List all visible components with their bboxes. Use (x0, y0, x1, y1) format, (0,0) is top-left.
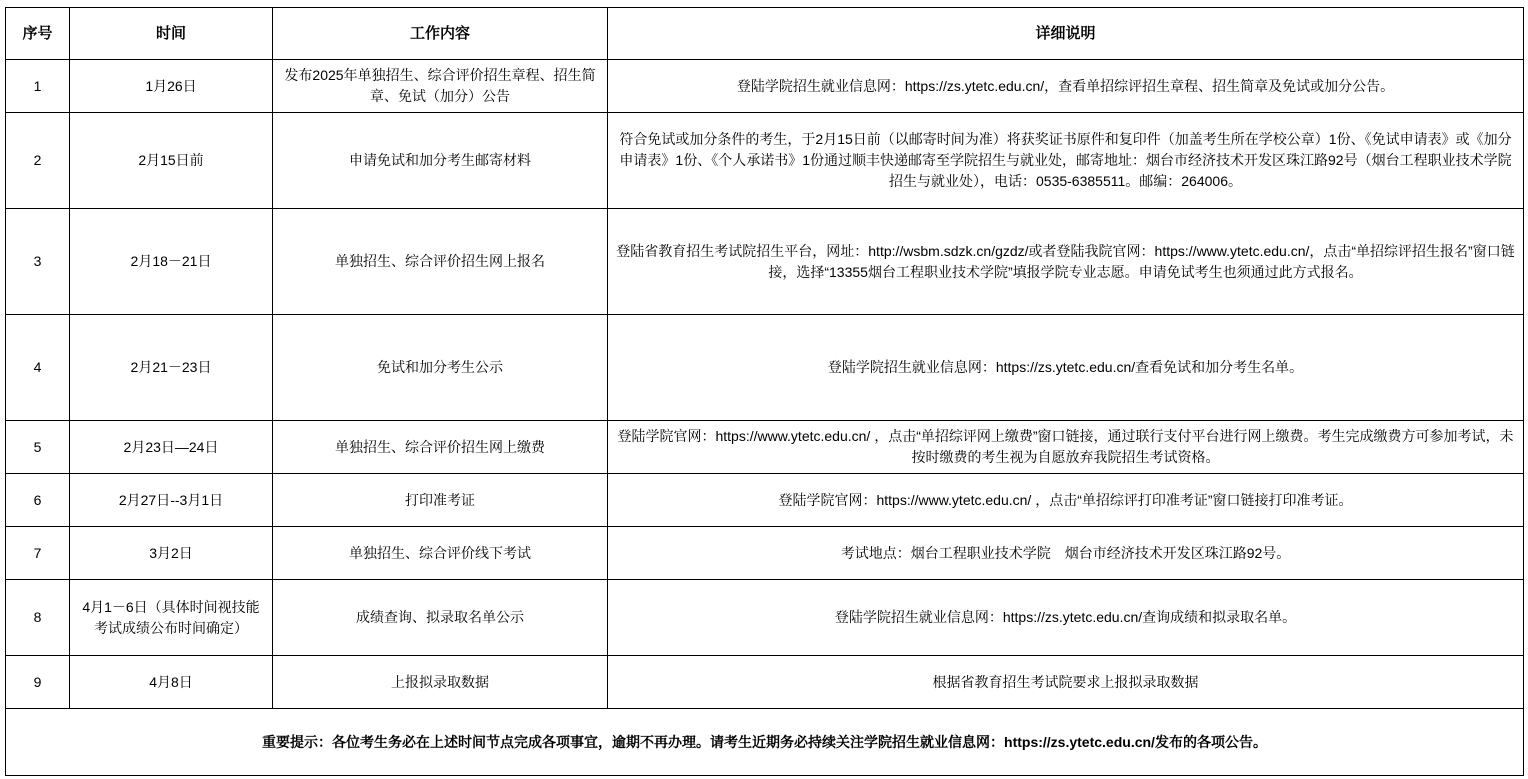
admission-schedule-table (5, 7, 1524, 776)
row-task: 免试和加分考生公示 (273, 315, 608, 421)
table-row (6, 656, 1524, 709)
table-row (6, 315, 1524, 421)
row-detail: 登陆省教育招生考试院招生平台，网址：http://wsbm.sdzk.cn/gzdz/或者登陆我院官网：https://www.ytetc.edu.cn/，点击“单招综评招生报名”窗口链接，选择“13355烟台工程职业技术学院”填报学院专业志愿。申请免试考生也须通过此方式报名。 (608, 209, 1524, 315)
row-task: 申请免试和加分考生邮寄材料 (273, 113, 608, 209)
row-task: 发布2025年单独招生、综合评价招生章程、招生简章、免试（加分）公告 (273, 60, 608, 113)
row-detail: 登陆学院招生就业信息网：https://zs.ytetc.edu.cn/，查看单招综评招生章程、招生简章及免试或加分公告。 (608, 60, 1524, 113)
row-time: 3月2日 (70, 527, 273, 580)
row-time: 1月26日 (70, 60, 273, 113)
row-no: 3 (6, 209, 70, 315)
row-no: 6 (6, 474, 70, 527)
row-time: 4月8日 (70, 656, 273, 709)
row-time: 2月21－23日 (70, 315, 273, 421)
row-no: 7 (6, 527, 70, 580)
row-task: 打印准考证 (273, 474, 608, 527)
table-row (6, 113, 1524, 209)
header-detail: 详细说明 (608, 8, 1524, 60)
row-task: 单独招生、综合评价招生网上缴费 (273, 421, 608, 474)
row-no: 9 (6, 656, 70, 709)
header-task: 工作内容 (273, 8, 608, 60)
row-detail: 登陆学院招生就业信息网：https://zs.ytetc.edu.cn/查询成绩和拟录取名单。 (608, 580, 1524, 656)
row-no: 4 (6, 315, 70, 421)
row-time: 2月15日前 (70, 113, 273, 209)
row-detail: 登陆学院官网：https://www.ytetc.edu.cn/ ，点击“单招综评网上缴费”窗口链接，通过联行支付平台进行网上缴费。考生完成缴费方可参加考试，未按时缴费的考生视为自愿放弃我院招生考试资格。 (608, 421, 1524, 474)
row-time: 2月18－21日 (70, 209, 273, 315)
table-row (6, 209, 1524, 315)
row-detail: 考试地点：烟台工程职业技术学院 烟台市经济技术开发区珠江路92号。 (608, 527, 1524, 580)
row-no: 2 (6, 113, 70, 209)
table-row (6, 527, 1524, 580)
row-detail: 符合免试或加分条件的考生，于2月15日前（以邮寄时间为准）将获奖证书原件和复印件（加盖考生所在学校公章）1份、《免试申请表》或《加分申请表》1份、《个人承诺书》1份通过顺丰快递邮寄至学院招生与就业处，邮寄地址：烟台市经济技术开发区珠江路92号（烟台工程职业技术学院招生与就业处），电话：0535-6385511。邮编：264006。 (608, 113, 1524, 209)
row-detail: 登陆学院招生就业信息网：https://zs.ytetc.edu.cn/查看免试和加分考生名单。 (608, 315, 1524, 421)
row-no: 1 (6, 60, 70, 113)
table-row (6, 421, 1524, 474)
row-no: 8 (6, 580, 70, 656)
row-detail: 根据省教育招生考试院要求上报拟录取数据 (608, 656, 1524, 709)
row-task: 成绩查询、拟录取名单公示 (273, 580, 608, 656)
header-row (6, 8, 1524, 60)
footer-row (6, 709, 1524, 776)
table-row (6, 580, 1524, 656)
row-no: 5 (6, 421, 70, 474)
row-time: 4月1－6日（具体时间视技能考试成绩公布时间确定） (70, 580, 273, 656)
important-notice: 重要提示：各位考生务必在上述时间节点完成各项事宜，逾期不再办理。请考生近期务必持续关注学院招生就业信息网：https://zs.ytetc.edu.cn/发布的各项公告。 (6, 709, 1524, 776)
table-row (6, 60, 1524, 113)
header-time: 时间 (70, 8, 273, 60)
row-time: 2月27日--3月1日 (70, 474, 273, 527)
row-task: 单独招生、综合评价线下考试 (273, 527, 608, 580)
row-task: 上报拟录取数据 (273, 656, 608, 709)
table-row (6, 474, 1524, 527)
row-task: 单独招生、综合评价招生网上报名 (273, 209, 608, 315)
header-no: 序号 (6, 8, 70, 60)
row-detail: 登陆学院官网：https://www.ytetc.edu.cn/ ，点击“单招综评打印准考证”窗口链接打印准考证。 (608, 474, 1524, 527)
row-time: 2月23日—24日 (70, 421, 273, 474)
